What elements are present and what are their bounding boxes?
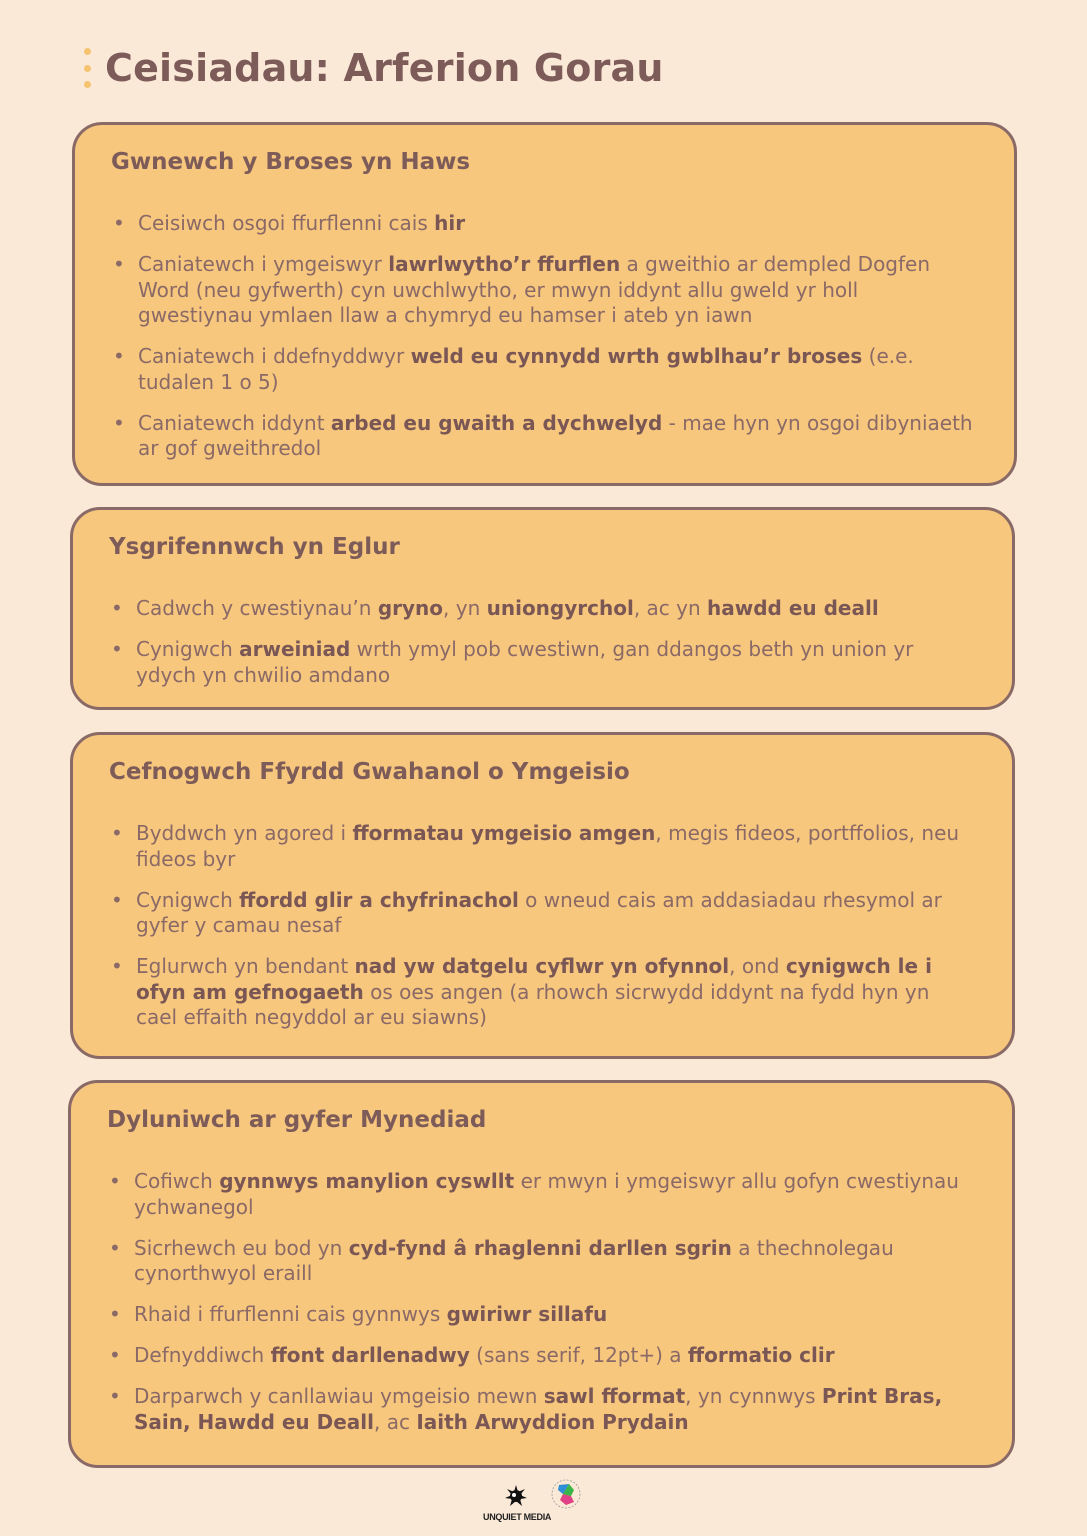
bullet-item: • Eglurwch yn bendant nad yw datgelu cyflwr yn ofynnol, ond cynigwch le i ofyn am gefnogaeth os oes angen (a rhowch sicrwydd iddynt na fydd hyn yn cael effaith negyddol ar eu siawns): [109, 954, 976, 1031]
bullet-item: • Caniatewch iddynt arbed eu gwaith a dychwelyd - mae hyn yn osgoi dibyniaeth ar gof gweithredol: [111, 411, 978, 462]
bullet-item: • Rhaid i ffurflenni cais gynnwys gwiriwr sillafu: [107, 1302, 976, 1328]
section-heading: Gwnewch y Broses yn Haws: [111, 149, 471, 175]
emphasis-text: Print Bras, Sain, Hawdd eu Deall: [134, 1384, 943, 1434]
emphasis-text: hir: [434, 211, 466, 235]
emphasis-text: cynigwch le i ofyn am gefnogaeth: [136, 954, 932, 1004]
section-card-support-different-ways: [70, 732, 1015, 1059]
bullet-item: • Darparwch y canllawiau ymgeisio mewn sawl fformat, yn cynnwys Print Bras, Sain, Hawdd eu Deall, ac Iaith Arwyddion Prydain: [107, 1384, 976, 1435]
bullet-list: [109, 596, 976, 704]
emphasis-text: arweiniad: [239, 637, 351, 661]
logo-text: UNQUIET MEDIA: [483, 1512, 552, 1522]
bullet-list: [109, 821, 976, 1046]
bullet-item: • Cynigwch arweiniad wrth ymyl pob cwestiwn, gan ddangos beth yn union yr ydych yn chwilio amdano: [109, 637, 976, 688]
page-title: Ceisiadau: Arferion Gorau: [105, 46, 664, 90]
bullet-item: • Cynigwch ffordd glir a chyfrinachol o wneud cais am addasiadau rhesymol ar gyfer y camau nesaf: [109, 888, 976, 939]
bullet-item: • Byddwch yn agored i fformatau ymgeisio amgen, megis fideos, portffolios, neu fideos byr: [109, 821, 976, 872]
emphasis-text: ffont darllenadwy: [270, 1343, 470, 1367]
emphasis-text: weld eu cynnydd wrth gwblhau’r broses: [410, 344, 863, 368]
bullet-item: • Ceisiwch osgoi ffurflenni cais hir: [111, 211, 978, 237]
title-dots-decoration: [84, 48, 91, 88]
emphasis-text: fformatau ymgeisio amgen: [352, 821, 656, 845]
emphasis-text: gwiriwr sillafu: [446, 1302, 608, 1326]
wales-map-icon: [552, 1480, 580, 1508]
section-card-design-for-access: [68, 1080, 1015, 1468]
section-heading: Ysgrifennwch yn Eglur: [109, 534, 400, 560]
emphasis-text: ffordd glir a chyfrinachol: [239, 887, 519, 912]
page-header: [84, 40, 664, 96]
emphasis-text: fformatio clir: [687, 1343, 835, 1367]
bullet-item: • Defnyddiwch ffont darllenadwy (sans serif, 12pt+) a fformatio clir: [107, 1343, 976, 1369]
bullet-item: • Cofiwch gynnwys manylion cyswllt er mwyn i ymgeiswyr allu gofyn cwestiynau ychwanegol: [107, 1169, 976, 1220]
emphasis-text: hawdd eu deall: [707, 596, 879, 620]
emphasis-text: gynnwys manylion cyswllt: [219, 1169, 515, 1193]
section-card-write-clearly: [70, 507, 1015, 710]
bullet-list: [107, 1169, 976, 1451]
bullet-item: • Caniatewch i ymgeiswyr lawrlwytho’r ffurflen a gweithio ar dempled Dogfen Word (neu gyfwerth) cyn uwchlwytho, er mwyn iddynt allu gweld yr holl gwestiynau ymlaen llaw a chymryd eu hamser i ateb yn iawn: [111, 252, 978, 329]
bullet-item: • Caniatewch i ddefnyddwyr weld eu cynnydd wrth gwblhau’r broses (e.e. tudalen 1 o 5): [111, 344, 978, 395]
emphasis-text: gryno: [377, 596, 444, 620]
emphasis-text: nad yw datgelu cyflwr yn ofynnol: [354, 954, 730, 978]
bullet-item: • Sicrhewch eu bod yn cyd-fynd â rhaglenni darllen sgrin a thechnolegau cynorthwyol eraill: [107, 1236, 976, 1287]
section-heading: Cefnogwch Ffyrdd Gwahanol o Ymgeisio: [109, 759, 630, 785]
emphasis-text: lawrlwytho’r ffurflen: [388, 252, 621, 276]
emphasis-text: arbed eu gwaith a dychwelyd: [330, 410, 663, 435]
emphasis-text: uniongyrchol: [486, 596, 634, 620]
section-card-make-process-easier: [72, 122, 1017, 486]
emphasis-text: sawl fformat: [543, 1384, 686, 1408]
bullet-item: • Cadwch y cwestiynau’n gryno, yn uniongyrchol, ac yn hawdd eu deall: [109, 596, 976, 622]
bullet-list: [111, 211, 978, 477]
emphasis-text: cyd-fynd â rhaglenni darllen sgrin: [348, 1235, 732, 1260]
footer-logos: [480, 1478, 590, 1524]
emphasis-text: Iaith Arwyddion Prydain: [416, 1409, 689, 1434]
section-heading: Dyluniwch ar gyfer Mynediad: [107, 1107, 487, 1133]
